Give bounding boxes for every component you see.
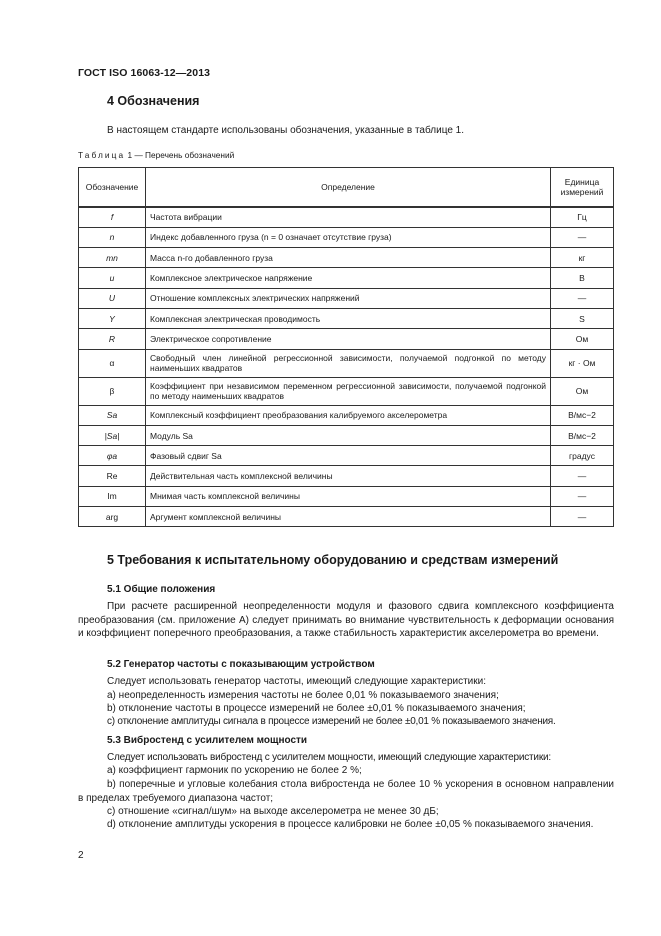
table-row: [79, 288, 614, 308]
row-unit: —: [551, 227, 614, 247]
symbols-table: [78, 167, 614, 527]
row-symbol: α: [79, 349, 146, 377]
row-definition: Электрическое сопротивление: [146, 329, 551, 349]
document-code: ГОСТ ISO 16063-12—2013: [78, 67, 211, 79]
row-unit: Гц: [551, 207, 614, 227]
row-definition: Свободный член линейной регрессионной зависимости, получаемой подгонкой по методу наименьших квадратов: [146, 349, 551, 377]
row-definition: Комплексный коэффициент преобразования калибруемого акселерометра: [146, 405, 551, 425]
table-row: [79, 377, 614, 405]
row-definition: Фазовый сдвиг Sa: [146, 446, 551, 466]
row-symbol: f: [79, 207, 146, 227]
section-5-1-title: 5.1 Общие положения: [107, 584, 216, 595]
row-unit: —: [551, 507, 614, 527]
section-5-3-item-a: a) коэффициент гармоник по ускорению не более 2 %;: [107, 765, 362, 776]
row-unit: кг · Ом: [551, 349, 614, 377]
row-symbol: U: [79, 288, 146, 308]
row-symbol: Im: [79, 486, 146, 506]
row-definition: Коэффициент при независимом переменном регрессионной зависимости, получаемой подгонкой по методу наименьших квадратов: [146, 377, 551, 405]
section-5-2-title: 5.2 Генератор частоты с показывающим устройством: [107, 659, 375, 670]
section-4-intro: В настоящем стандарте использованы обозначения, указанные в таблице 1.: [107, 125, 464, 136]
row-definition: Отношение комплексных электрических напряжений: [146, 288, 551, 308]
table-row: [79, 446, 614, 466]
table-caption: [78, 150, 234, 160]
row-unit: —: [551, 466, 614, 486]
table-row: [79, 268, 614, 288]
section-5-2-item-c: c) отклонение амплитуды сигнала в процессе измерений не более ±0,01 % показываемого значения.: [107, 716, 556, 727]
row-unit: В/мс−2: [551, 405, 614, 425]
row-unit: S: [551, 308, 614, 328]
section-5-1-paragraph: При расчете расширенной неопределенности модуля и фазового сдвига комплексного коэффициента преобразования (см. приложение А) следует принимать во внимание чувствительность к деформации основания и коэффициент поперечного преобразования, а также стабильность характеристик акселерометра во времени.: [78, 601, 614, 639]
table-row: [79, 349, 614, 377]
row-unit: В/мс−2: [551, 425, 614, 445]
table-caption-rest: 1 — Перечень обозначений: [125, 150, 235, 160]
table-row: [79, 227, 614, 247]
row-symbol: n: [79, 227, 146, 247]
row-definition: Комплексное электрическое напряжение: [146, 268, 551, 288]
row-symbol: β: [79, 377, 146, 405]
section-5-3-lead: Следует использовать вибростенд с усилителем мощности, имеющий следующие характеристики:: [107, 752, 551, 763]
header-unit: Единица измерений: [551, 168, 614, 208]
row-symbol: arg: [79, 507, 146, 527]
section-5-2-lead: Следует использовать генератор частоты, имеющий следующие характеристики:: [107, 676, 486, 687]
row-symbol: Y: [79, 308, 146, 328]
row-symbol: |Sa|: [79, 425, 146, 445]
row-unit: градус: [551, 446, 614, 466]
table-row: [79, 466, 614, 486]
table-row: [79, 405, 614, 425]
row-unit: —: [551, 288, 614, 308]
row-symbol: mn: [79, 248, 146, 268]
section-5-2-item-a: a) неопределенность измерения частоты не более 0,01 % показываемого значения;: [107, 690, 499, 701]
row-unit: кг: [551, 248, 614, 268]
table-caption-prefix: Таблица: [78, 150, 126, 160]
section-5-3-item-b: b) поперечные и угловые колебания стола вибростенда не более 10 % ускорения в основном направлении в пределах требуемого диапазона частот;: [78, 779, 614, 804]
row-definition: Мнимая часть комплексной величины: [146, 486, 551, 506]
section-5-2-item-b: b) отклонение частоты в процессе измерений не более ±0,01 % показываемого значения;: [107, 703, 526, 714]
row-definition: Индекс добавленного груза (n = 0 означает отсутствие груза): [146, 227, 551, 247]
header-symbol: Обозначение: [79, 168, 146, 208]
table-row: [79, 425, 614, 445]
row-symbol: φa: [79, 446, 146, 466]
section-4-title: 4 Обозначения: [107, 94, 200, 108]
row-unit: Ом: [551, 329, 614, 349]
section-5-3-item-c: c) отношение «сигнал/шум» на выходе акселерометра не менее 30 дБ;: [107, 806, 439, 817]
row-symbol: R: [79, 329, 146, 349]
row-unit: —: [551, 486, 614, 506]
row-definition: Частота вибрации: [146, 207, 551, 227]
section-5-3-item-d: d) отклонение амплитуды ускорения в процессе калибровки не более ±0,05 % показываемого значения.: [107, 819, 594, 830]
table-row: [79, 486, 614, 506]
row-symbol: u: [79, 268, 146, 288]
table-row: [79, 248, 614, 268]
row-symbol: Sa: [79, 405, 146, 425]
row-definition: Аргумент комплексной величины: [146, 507, 551, 527]
table-header-row: [79, 168, 614, 208]
table-row: [79, 507, 614, 527]
table-row: [79, 308, 614, 328]
header-definition: Определение: [146, 168, 551, 208]
row-definition: Модуль Sa: [146, 425, 551, 445]
table-row: [79, 329, 614, 349]
row-symbol: Re: [79, 466, 146, 486]
row-unit: В: [551, 268, 614, 288]
row-definition: Комплексная электрическая проводимость: [146, 308, 551, 328]
row-definition: Действительная часть комплексной величины: [146, 466, 551, 486]
section-5-3-title: 5.3 Вибростенд с усилителем мощности: [107, 735, 308, 746]
section-5-title: 5 Требования к испытательному оборудованию и средствам измерений: [107, 553, 559, 567]
row-definition: Масса n-го добавленного груза: [146, 248, 551, 268]
row-unit: Ом: [551, 377, 614, 405]
page-number: 2: [78, 850, 84, 861]
table-row: [79, 207, 614, 227]
